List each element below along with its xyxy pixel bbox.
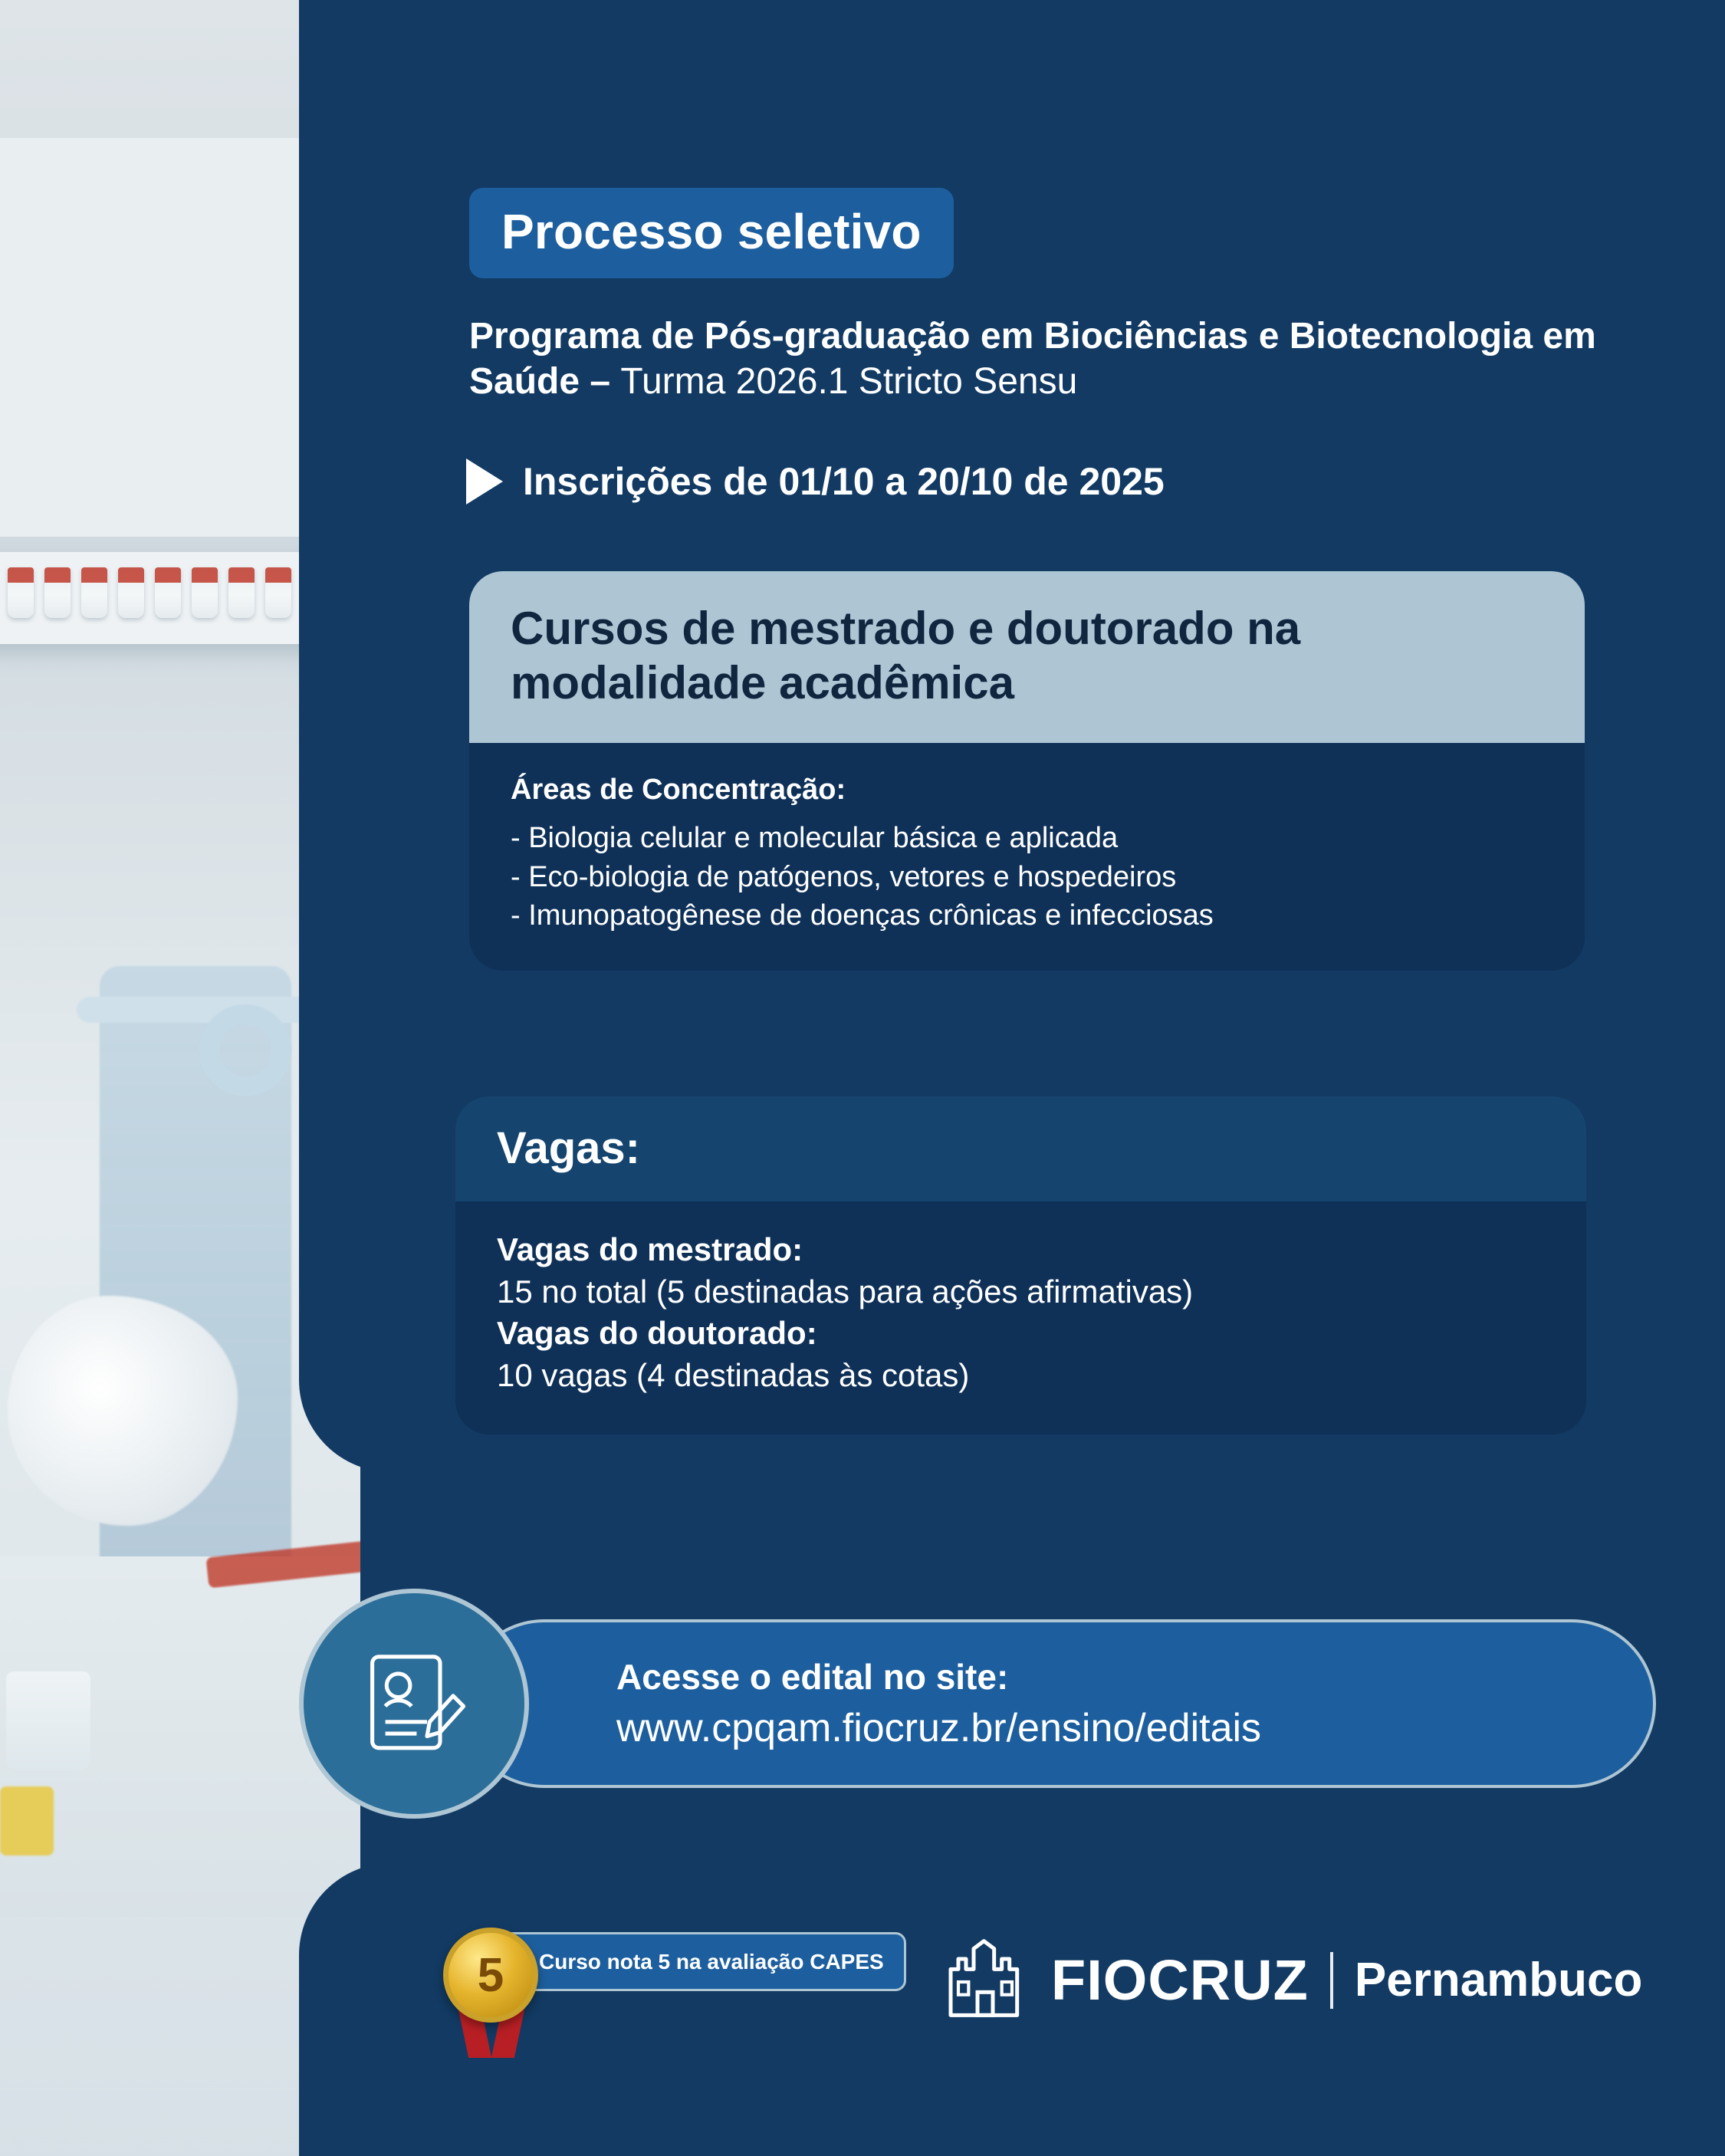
edital-url[interactable]: www.cpqam.fiocruz.br/ensino/editais — [616, 1706, 1262, 1750]
vagas-card-title: Vagas: — [455, 1096, 1586, 1201]
edital-texts — [616, 1656, 1261, 1751]
document-pencil-icon — [299, 1589, 529, 1819]
process-badge: Processo seletivo — [469, 188, 954, 278]
capes-medal-icon: 5 — [443, 1928, 538, 2023]
play-triangle-icon — [466, 458, 503, 504]
areas-list — [511, 819, 1543, 936]
doutorado-value: 10 vagas (4 destinadas às cotas) — [497, 1356, 970, 1393]
vagas-card — [455, 1096, 1586, 1435]
list-item: - Imunopatogênese de doenças crônicas e infecciosas — [511, 899, 1214, 932]
logo-divider — [1330, 1952, 1333, 2009]
courses-card — [469, 571, 1585, 971]
fiocruz-logo — [939, 1936, 1642, 2024]
capes-label: Curso nota 5 na avaliação CAPES — [480, 1932, 906, 1991]
courses-card-title: Cursos de mestrado e doutorado na modalidade acadêmica — [469, 571, 1585, 743]
mestrado-label: Vagas do mestrado: — [497, 1231, 803, 1267]
vagas-card-body — [455, 1201, 1586, 1435]
list-item: - Biologia celular e molecular básica e aplicada — [511, 821, 1119, 854]
fiocruz-wordmark: FIOCRUZ — [1051, 1948, 1309, 2012]
edital-link-bar[interactable] — [460, 1619, 1656, 1788]
capes-badge — [443, 1932, 906, 2002]
program-class: Turma 2026.1 Stricto Sensu — [620, 360, 1078, 402]
courses-card-body — [469, 743, 1585, 971]
mestrado-value: 15 no total (5 destinadas para ações afirmativas) — [497, 1273, 1194, 1310]
program-subtitle — [469, 314, 1596, 404]
fiocruz-castle-icon — [939, 1936, 1031, 2024]
fiocruz-unit: Pernambuco — [1354, 1954, 1643, 2006]
doutorado-label: Vagas do doutorado: — [497, 1315, 817, 1352]
program-name: Programa de Pós-graduação em Biociências e Biotecnologia em Saúde – — [469, 316, 1596, 402]
edital-title: Acesse o edital no site: — [616, 1657, 1009, 1697]
areas-label: Áreas de Concentração: — [511, 773, 846, 806]
registration-dates-row — [466, 458, 1165, 504]
list-item: - Eco-biologia de patógenos, vetores e hospedeiros — [511, 860, 1177, 893]
registration-dates: Inscrições de 01/10 a 20/10 de 2025 — [523, 460, 1165, 503]
